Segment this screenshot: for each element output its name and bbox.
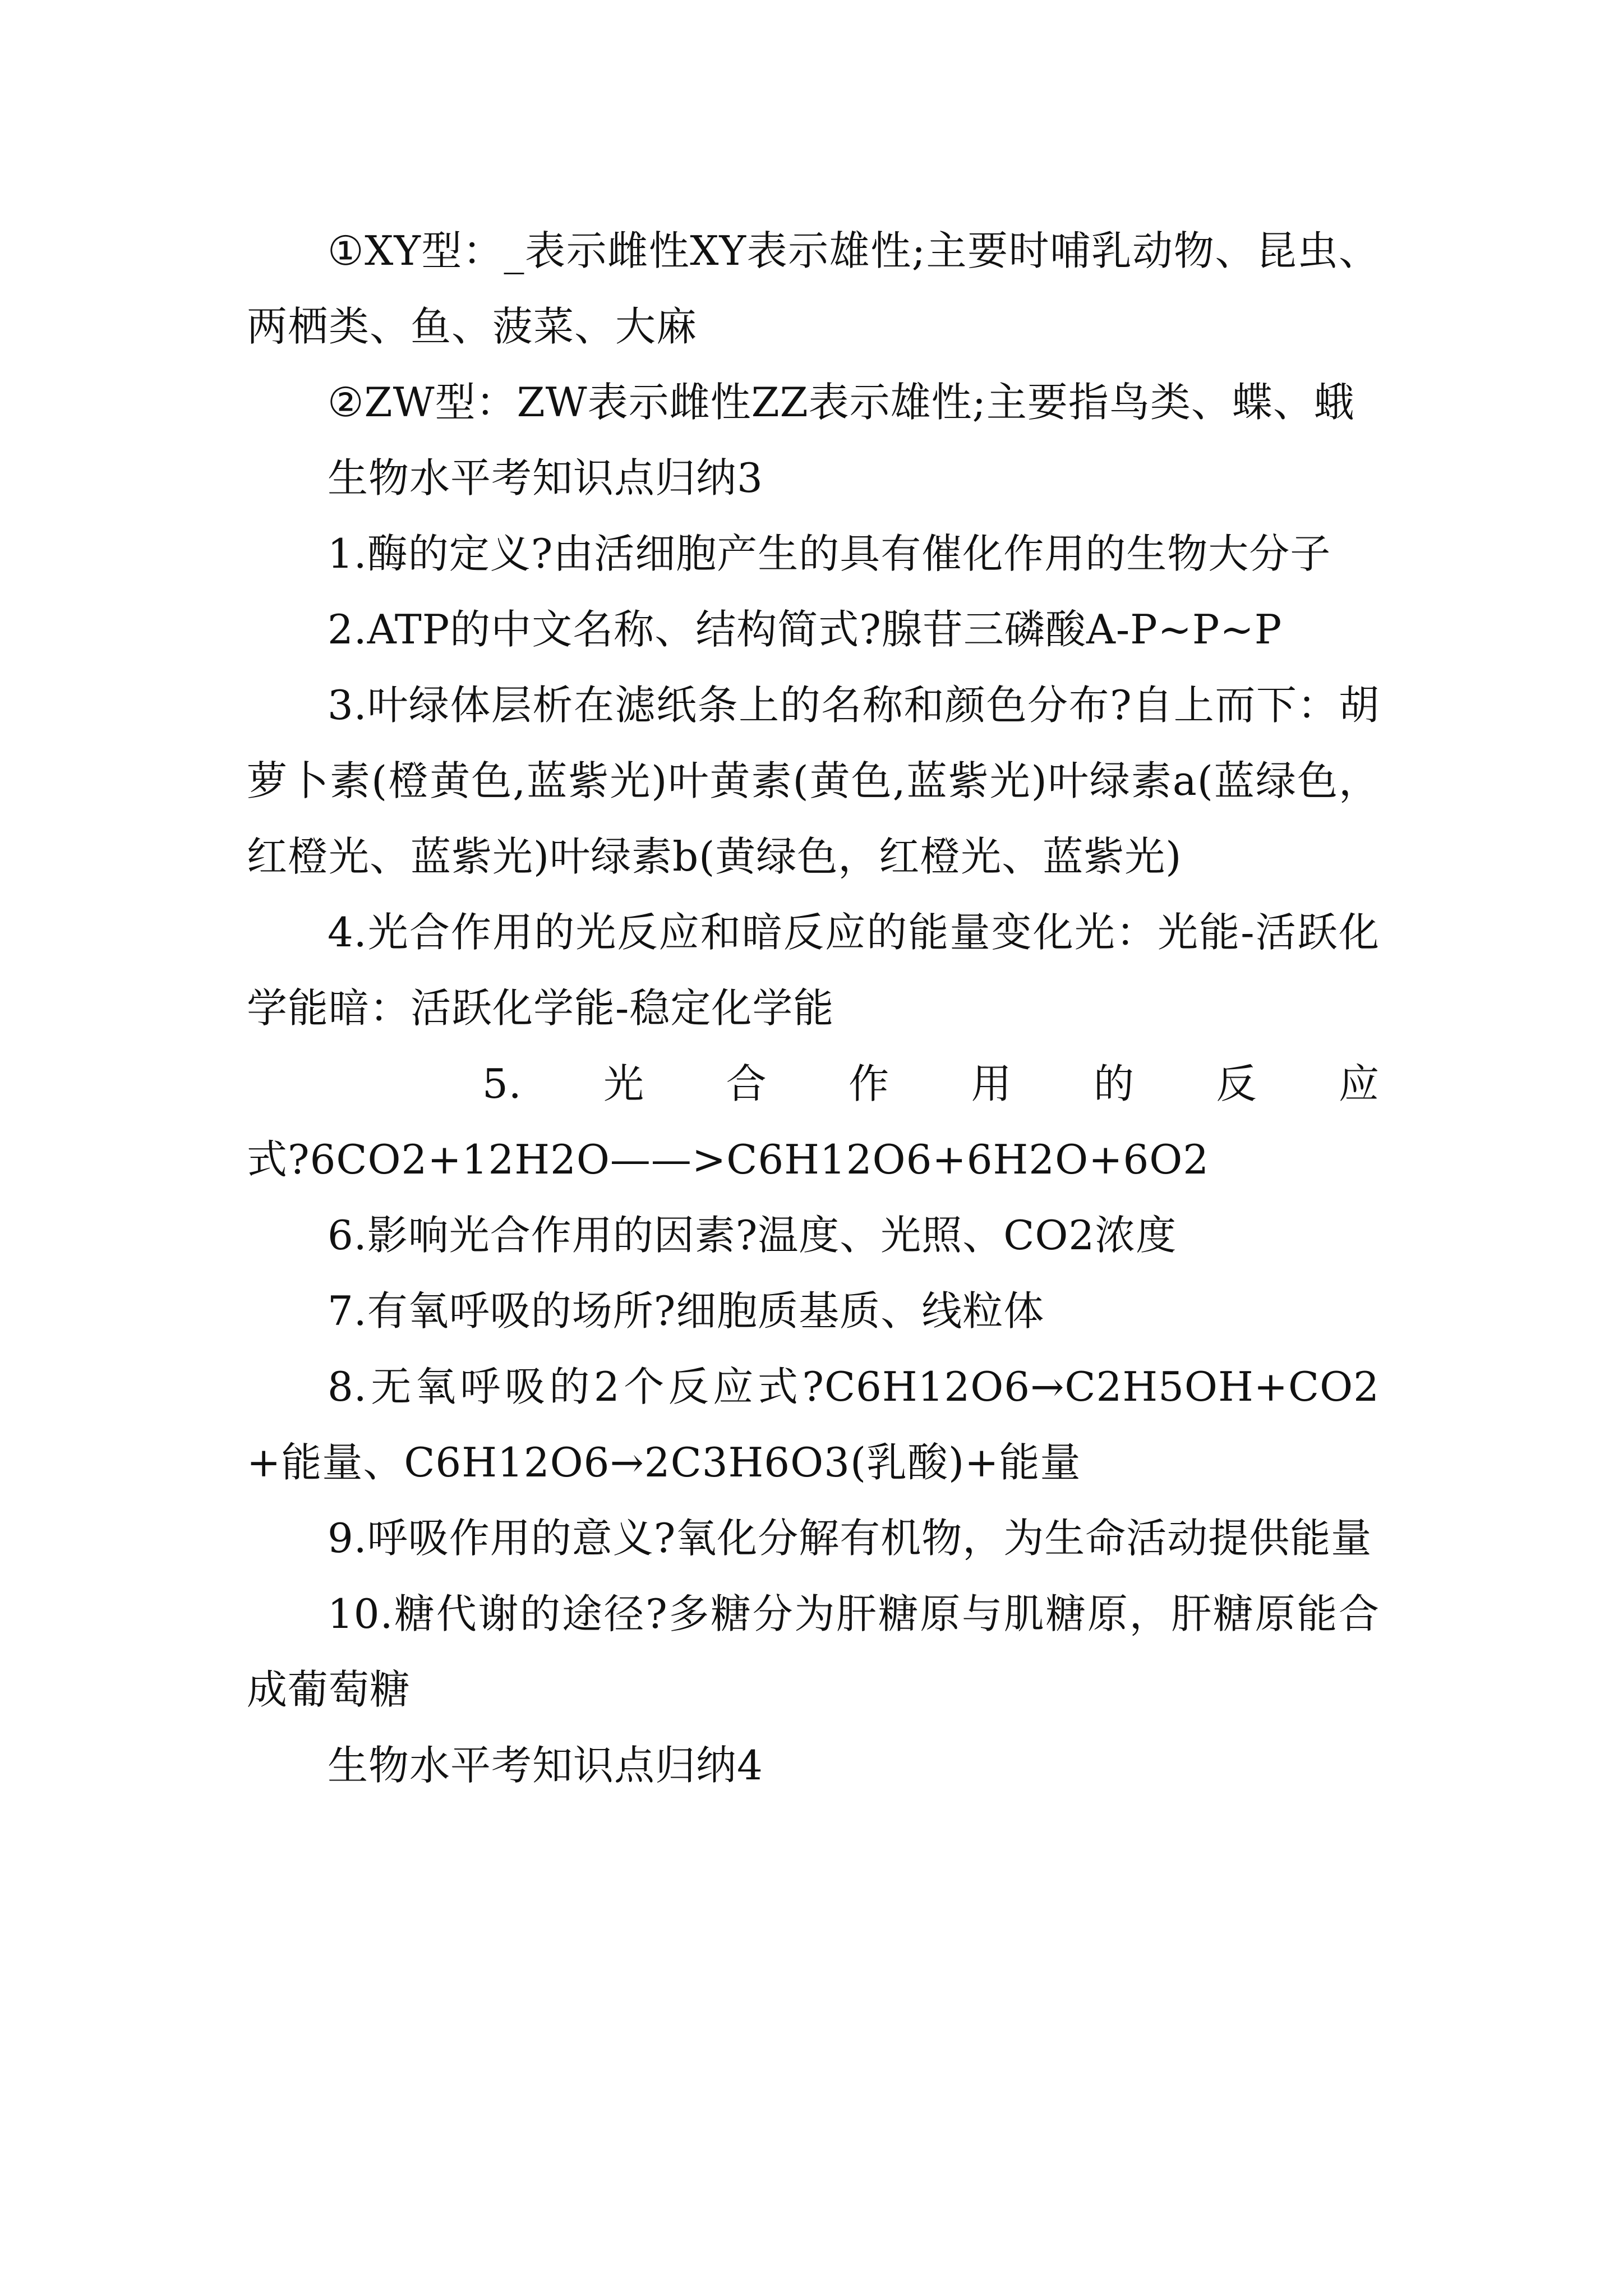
spread-word: 5. (482, 1060, 522, 1107)
paragraph-photosynthesis-factors: 6.影响光合作用的因素?温度、光照、CO2浓度 (328, 1212, 1177, 1259)
paragraph-sugar-metabolism: 10.糖代谢的途径?多糖分为肝糖原与肌糖原，肝糖原能合成葡萄糖 (247, 1590, 1380, 1713)
paragraph-enzyme: 1.酶的定义?由活细胞产生的具有催化作用的生物大分子 (328, 530, 1331, 577)
spread-word: 光 (603, 1060, 645, 1107)
spread-word: 应 (1338, 1060, 1380, 1107)
paragraph-photosynthesis-equation-line2: 式?6CO2+12H2O——>C6H12O6+6H2O+6O2 (247, 1136, 1210, 1183)
spread-word: 的 (1094, 1060, 1135, 1107)
spread-word: 用 (971, 1060, 1012, 1107)
spread-word: 反 (1216, 1060, 1257, 1107)
spread-word: 作 (849, 1060, 890, 1107)
paragraph-anaerobic-equations: 8.无氧呼吸的2个反应式?C6H12O6→C2H5OH+CO2+能量、C6H12O6→2C3H6O3(乳酸)+能量 (247, 1363, 1380, 1486)
paragraph-atp: 2.ATP的中文名称、结构简式?腺苷三磷酸A-P~P~P (328, 606, 1283, 653)
document-body (247, 213, 1380, 1803)
paragraph-chlorophyll: 3.叶绿体层析在滤纸条上的名称和颜色分布?自上而下：胡萝卜素(橙黄色,蓝紫光)叶黄素(黄色,蓝紫光)叶绿素a(蓝绿色，红橙光、蓝紫光)叶绿素b(黄绿色，红橙光、蓝紫光) (247, 682, 1380, 880)
paragraph-zw-type: ②ZW型：ZW表示雌性ZZ表示雄性;主要指鸟类、蝶、蛾 (328, 379, 1355, 426)
spread-word: 合 (726, 1060, 767, 1107)
section-heading-4: 生物水平考知识点归纳4 (328, 1742, 763, 1789)
paragraph-photosynthesis-equation-line1 (247, 1046, 1380, 1122)
paragraph-xy-type: ①XY型：_表示雌性XY表示雄性;主要时哺乳动物、昆虫、两栖类、鱼、菠菜、大麻 (247, 227, 1380, 350)
paragraph-respiration-meaning: 9.呼吸作用的意义?氧化分解有机物，为生命活动提供能量 (328, 1515, 1372, 1562)
section-heading-3: 生物水平考知识点归纳3 (328, 454, 763, 501)
paragraph-aerobic-site: 7.有氧呼吸的场所?细胞质基质、线粒体 (328, 1287, 1045, 1335)
paragraph-photosynthesis-energy: 4.光合作用的光反应和暗反应的能量变化光：光能-活跃化学能暗：活跃化学能-稳定化学能 (247, 909, 1380, 1032)
